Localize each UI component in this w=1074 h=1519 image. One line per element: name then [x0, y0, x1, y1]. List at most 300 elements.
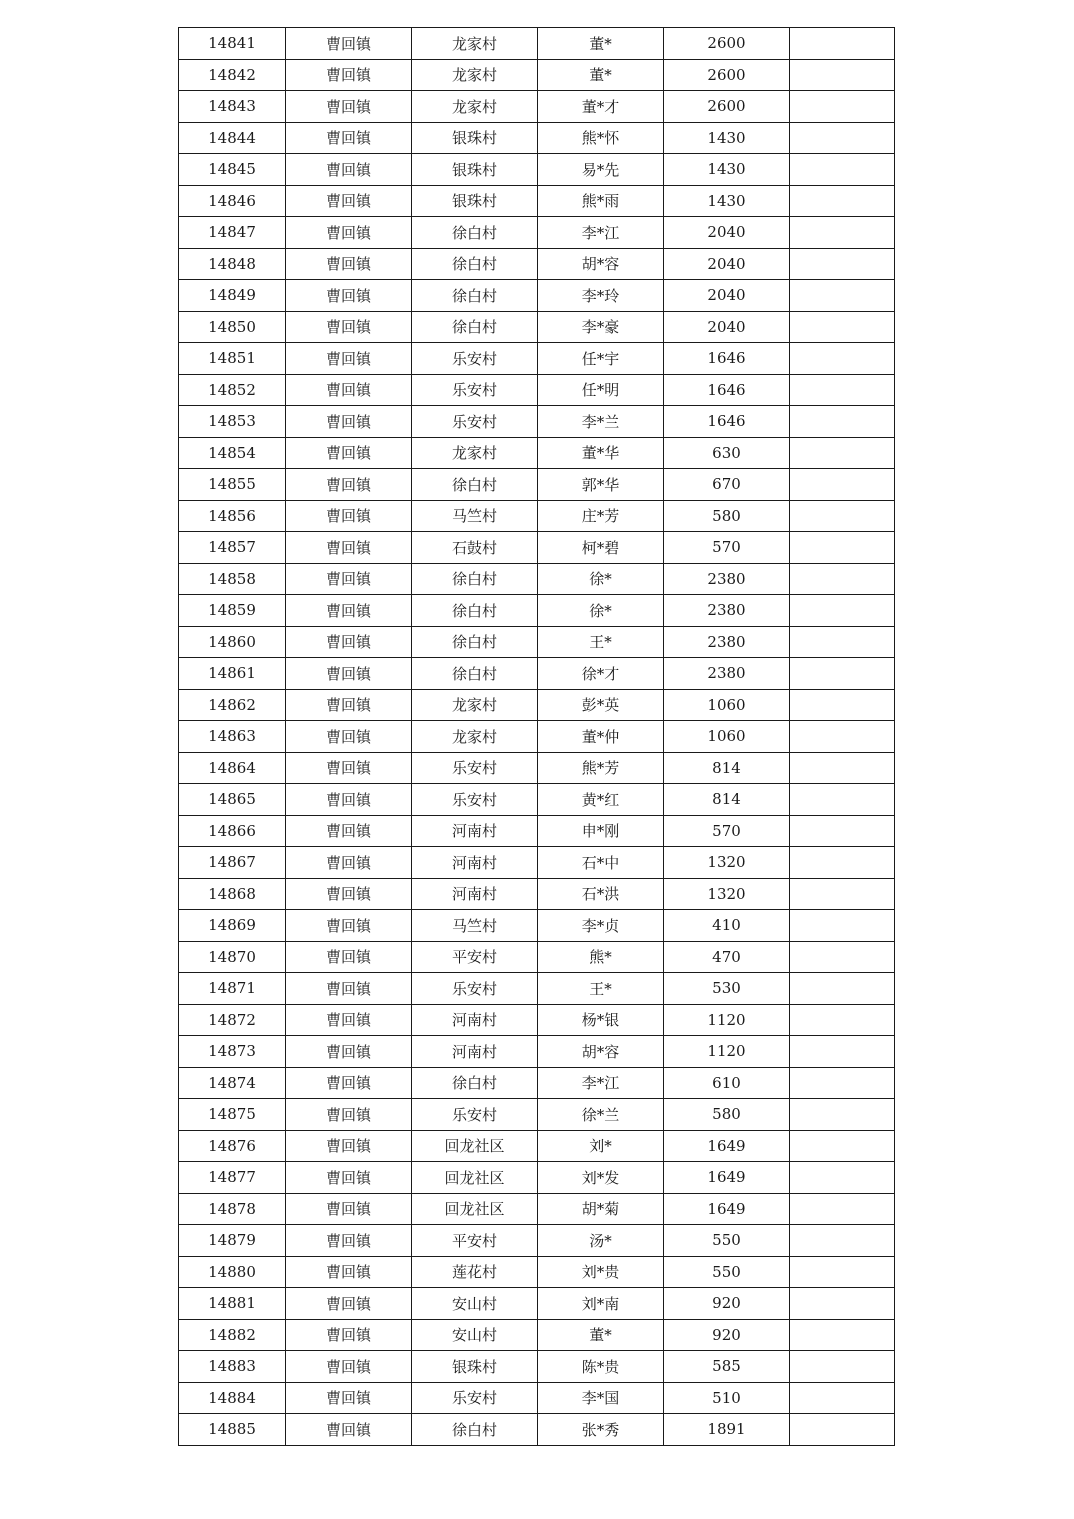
- cell-village: 徐白村: [412, 248, 538, 280]
- cell-name: 熊*芳: [538, 752, 664, 784]
- cell-name: 郭*华: [538, 469, 664, 501]
- cell-serial-number: 14867: [179, 847, 286, 879]
- cell-note: [790, 1130, 895, 1162]
- cell-note: [790, 406, 895, 438]
- cell-village: 乐安村: [412, 343, 538, 375]
- cell-name: 黄*红: [538, 784, 664, 816]
- cell-village: 徐白村: [412, 1067, 538, 1099]
- cell-amount: 580: [664, 500, 790, 532]
- cell-village: 龙家村: [412, 437, 538, 469]
- table-row: [179, 1036, 895, 1068]
- cell-town: 曹回镇: [286, 374, 412, 406]
- cell-town: 曹回镇: [286, 658, 412, 690]
- cell-name: 胡*容: [538, 1036, 664, 1068]
- cell-village: 回龙社区: [412, 1162, 538, 1194]
- cell-amount: 2600: [664, 59, 790, 91]
- cell-village: 平安村: [412, 1225, 538, 1257]
- cell-serial-number: 14850: [179, 311, 286, 343]
- cell-name: 李*玲: [538, 280, 664, 312]
- table-row: [179, 595, 895, 627]
- cell-town: 曹回镇: [286, 280, 412, 312]
- cell-village: 徐白村: [412, 217, 538, 249]
- cell-name: 石*中: [538, 847, 664, 879]
- cell-town: 曹回镇: [286, 689, 412, 721]
- cell-town: 曹回镇: [286, 1256, 412, 1288]
- cell-note: [790, 280, 895, 312]
- cell-note: [790, 1036, 895, 1068]
- cell-town: 曹回镇: [286, 847, 412, 879]
- cell-village: 乐安村: [412, 1099, 538, 1131]
- cell-note: [790, 500, 895, 532]
- cell-village: 银珠村: [412, 154, 538, 186]
- cell-note: [790, 752, 895, 784]
- cell-name: 王*: [538, 626, 664, 658]
- cell-town: 曹回镇: [286, 248, 412, 280]
- cell-village: 安山村: [412, 1288, 538, 1320]
- cell-amount: 630: [664, 437, 790, 469]
- cell-name: 董*华: [538, 437, 664, 469]
- cell-village: 河南村: [412, 1004, 538, 1036]
- cell-serial-number: 14847: [179, 217, 286, 249]
- cell-amount: 2600: [664, 28, 790, 60]
- table-row: [179, 973, 895, 1005]
- cell-amount: 570: [664, 532, 790, 564]
- cell-serial-number: 14872: [179, 1004, 286, 1036]
- cell-village: 乐安村: [412, 784, 538, 816]
- table-row: [179, 1004, 895, 1036]
- cell-town: 曹回镇: [286, 1351, 412, 1383]
- cell-name: 申*刚: [538, 815, 664, 847]
- cell-name: 徐*: [538, 595, 664, 627]
- cell-amount: 2040: [664, 280, 790, 312]
- cell-note: [790, 217, 895, 249]
- cell-amount: 814: [664, 784, 790, 816]
- table-row: [179, 1256, 895, 1288]
- cell-amount: 1646: [664, 374, 790, 406]
- cell-amount: 1649: [664, 1130, 790, 1162]
- cell-serial-number: 14884: [179, 1382, 286, 1414]
- cell-note: [790, 847, 895, 879]
- cell-village: 龙家村: [412, 28, 538, 60]
- cell-note: [790, 1004, 895, 1036]
- table-row: [179, 122, 895, 154]
- table-row: [179, 815, 895, 847]
- cell-name: 董*: [538, 28, 664, 60]
- cell-town: 曹回镇: [286, 595, 412, 627]
- cell-name: 刘*南: [538, 1288, 664, 1320]
- cell-amount: 550: [664, 1225, 790, 1257]
- cell-town: 曹回镇: [286, 784, 412, 816]
- cell-note: [790, 595, 895, 627]
- table-row: [179, 721, 895, 753]
- cell-note: [790, 28, 895, 60]
- cell-serial-number: 14859: [179, 595, 286, 627]
- table-row: [179, 784, 895, 816]
- cell-amount: 2040: [664, 217, 790, 249]
- table-row: [179, 28, 895, 60]
- table-row: [179, 374, 895, 406]
- cell-town: 曹回镇: [286, 311, 412, 343]
- cell-note: [790, 122, 895, 154]
- cell-note: [790, 941, 895, 973]
- table-row: [179, 59, 895, 91]
- cell-serial-number: 14876: [179, 1130, 286, 1162]
- cell-name: 任*宇: [538, 343, 664, 375]
- cell-amount: 2040: [664, 248, 790, 280]
- table-row: [179, 752, 895, 784]
- cell-serial-number: 14843: [179, 91, 286, 123]
- cell-serial-number: 14870: [179, 941, 286, 973]
- table-row: [179, 406, 895, 438]
- cell-amount: 1060: [664, 721, 790, 753]
- cell-village: 河南村: [412, 815, 538, 847]
- cell-amount: 1320: [664, 878, 790, 910]
- cell-note: [790, 343, 895, 375]
- table-row: [179, 1162, 895, 1194]
- cell-town: 曹回镇: [286, 406, 412, 438]
- cell-note: [790, 1351, 895, 1383]
- cell-name: 熊*怀: [538, 122, 664, 154]
- cell-town: 曹回镇: [286, 469, 412, 501]
- cell-name: 徐*: [538, 563, 664, 595]
- cell-serial-number: 14874: [179, 1067, 286, 1099]
- cell-name: 董*仲: [538, 721, 664, 753]
- cell-village: 马竺村: [412, 500, 538, 532]
- cell-town: 曹回镇: [286, 1193, 412, 1225]
- cell-amount: 1891: [664, 1414, 790, 1446]
- cell-serial-number: 14848: [179, 248, 286, 280]
- cell-note: [790, 437, 895, 469]
- cell-town: 曹回镇: [286, 563, 412, 595]
- cell-note: [790, 532, 895, 564]
- cell-serial-number: 14877: [179, 1162, 286, 1194]
- cell-village: 龙家村: [412, 91, 538, 123]
- table-row: [179, 1414, 895, 1446]
- cell-village: 回龙社区: [412, 1130, 538, 1162]
- cell-note: [790, 689, 895, 721]
- cell-amount: 920: [664, 1288, 790, 1320]
- cell-note: [790, 1414, 895, 1446]
- cell-town: 曹回镇: [286, 185, 412, 217]
- cell-amount: 1430: [664, 185, 790, 217]
- cell-amount: 470: [664, 941, 790, 973]
- cell-name: 李*国: [538, 1382, 664, 1414]
- cell-serial-number: 14883: [179, 1351, 286, 1383]
- table-row: [179, 658, 895, 690]
- data-table: [178, 27, 895, 1446]
- cell-note: [790, 1256, 895, 1288]
- cell-name: 庄*芳: [538, 500, 664, 532]
- cell-amount: 2380: [664, 595, 790, 627]
- table-row: [179, 689, 895, 721]
- cell-note: [790, 721, 895, 753]
- cell-serial-number: 14849: [179, 280, 286, 312]
- cell-town: 曹回镇: [286, 1162, 412, 1194]
- table-row: [179, 1382, 895, 1414]
- cell-note: [790, 1319, 895, 1351]
- table-row: [179, 847, 895, 879]
- cell-name: 彭*英: [538, 689, 664, 721]
- cell-town: 曹回镇: [286, 532, 412, 564]
- cell-note: [790, 1288, 895, 1320]
- cell-village: 徐白村: [412, 595, 538, 627]
- cell-name: 李*江: [538, 217, 664, 249]
- cell-village: 石鼓村: [412, 532, 538, 564]
- cell-name: 熊*雨: [538, 185, 664, 217]
- cell-serial-number: 14881: [179, 1288, 286, 1320]
- cell-town: 曹回镇: [286, 59, 412, 91]
- cell-serial-number: 14857: [179, 532, 286, 564]
- cell-town: 曹回镇: [286, 626, 412, 658]
- cell-name: 刘*: [538, 1130, 664, 1162]
- cell-note: [790, 910, 895, 942]
- cell-serial-number: 14853: [179, 406, 286, 438]
- cell-town: 曹回镇: [286, 1036, 412, 1068]
- cell-town: 曹回镇: [286, 28, 412, 60]
- cell-serial-number: 14841: [179, 28, 286, 60]
- cell-name: 李*豪: [538, 311, 664, 343]
- cell-serial-number: 14851: [179, 343, 286, 375]
- cell-amount: 920: [664, 1319, 790, 1351]
- cell-name: 徐*兰: [538, 1099, 664, 1131]
- cell-village: 徐白村: [412, 626, 538, 658]
- cell-village: 徐白村: [412, 469, 538, 501]
- cell-amount: 1430: [664, 154, 790, 186]
- cell-serial-number: 14864: [179, 752, 286, 784]
- cell-serial-number: 14863: [179, 721, 286, 753]
- cell-amount: 2380: [664, 658, 790, 690]
- cell-village: 河南村: [412, 878, 538, 910]
- cell-town: 曹回镇: [286, 154, 412, 186]
- cell-name: 胡*菊: [538, 1193, 664, 1225]
- cell-village: 徐白村: [412, 311, 538, 343]
- table-row: [179, 1351, 895, 1383]
- table-row: [179, 1099, 895, 1131]
- cell-name: 王*: [538, 973, 664, 1005]
- cell-town: 曹回镇: [286, 1099, 412, 1131]
- cell-amount: 530: [664, 973, 790, 1005]
- cell-note: [790, 784, 895, 816]
- cell-note: [790, 626, 895, 658]
- cell-village: 安山村: [412, 1319, 538, 1351]
- cell-note: [790, 563, 895, 595]
- table-row: [179, 626, 895, 658]
- cell-village: 乐安村: [412, 374, 538, 406]
- cell-serial-number: 14852: [179, 374, 286, 406]
- cell-name: 刘*贵: [538, 1256, 664, 1288]
- cell-note: [790, 1225, 895, 1257]
- cell-village: 银珠村: [412, 185, 538, 217]
- cell-village: 银珠村: [412, 122, 538, 154]
- cell-note: [790, 59, 895, 91]
- cell-town: 曹回镇: [286, 1004, 412, 1036]
- cell-name: 董*: [538, 59, 664, 91]
- cell-serial-number: 14860: [179, 626, 286, 658]
- table-row: [179, 910, 895, 942]
- cell-note: [790, 154, 895, 186]
- cell-town: 曹回镇: [286, 1414, 412, 1446]
- table-row: [179, 311, 895, 343]
- cell-amount: 550: [664, 1256, 790, 1288]
- cell-village: 乐安村: [412, 752, 538, 784]
- cell-town: 曹回镇: [286, 878, 412, 910]
- table-row: [179, 1319, 895, 1351]
- cell-town: 曹回镇: [286, 973, 412, 1005]
- cell-name: 熊*: [538, 941, 664, 973]
- cell-amount: 1120: [664, 1004, 790, 1036]
- cell-amount: 1649: [664, 1193, 790, 1225]
- table-row: [179, 248, 895, 280]
- cell-village: 河南村: [412, 1036, 538, 1068]
- cell-town: 曹回镇: [286, 1067, 412, 1099]
- cell-note: [790, 1067, 895, 1099]
- cell-name: 易*先: [538, 154, 664, 186]
- cell-amount: 2600: [664, 91, 790, 123]
- cell-note: [790, 878, 895, 910]
- cell-amount: 610: [664, 1067, 790, 1099]
- table-row: [179, 91, 895, 123]
- cell-serial-number: 14880: [179, 1256, 286, 1288]
- cell-town: 曹回镇: [286, 752, 412, 784]
- cell-name: 杨*银: [538, 1004, 664, 1036]
- cell-serial-number: 14858: [179, 563, 286, 595]
- cell-note: [790, 469, 895, 501]
- table-row: [179, 469, 895, 501]
- data-table-container: [178, 27, 894, 1446]
- cell-town: 曹回镇: [286, 1382, 412, 1414]
- cell-amount: 1320: [664, 847, 790, 879]
- cell-village: 平安村: [412, 941, 538, 973]
- cell-note: [790, 91, 895, 123]
- cell-village: 莲花村: [412, 1256, 538, 1288]
- cell-town: 曹回镇: [286, 500, 412, 532]
- cell-village: 乐安村: [412, 1382, 538, 1414]
- cell-town: 曹回镇: [286, 721, 412, 753]
- cell-village: 银珠村: [412, 1351, 538, 1383]
- cell-name: 柯*碧: [538, 532, 664, 564]
- cell-serial-number: 14846: [179, 185, 286, 217]
- cell-name: 刘*发: [538, 1162, 664, 1194]
- cell-serial-number: 14869: [179, 910, 286, 942]
- cell-serial-number: 14855: [179, 469, 286, 501]
- cell-serial-number: 14854: [179, 437, 286, 469]
- cell-village: 河南村: [412, 847, 538, 879]
- cell-name: 李*兰: [538, 406, 664, 438]
- table-row: [179, 563, 895, 595]
- table-row: [179, 500, 895, 532]
- cell-town: 曹回镇: [286, 1319, 412, 1351]
- cell-serial-number: 14862: [179, 689, 286, 721]
- cell-amount: 585: [664, 1351, 790, 1383]
- cell-note: [790, 248, 895, 280]
- cell-town: 曹回镇: [286, 941, 412, 973]
- cell-note: [790, 311, 895, 343]
- cell-note: [790, 1382, 895, 1414]
- cell-amount: 1430: [664, 122, 790, 154]
- cell-town: 曹回镇: [286, 815, 412, 847]
- cell-amount: 2380: [664, 563, 790, 595]
- table-row: [179, 532, 895, 564]
- table-row: [179, 343, 895, 375]
- table-row: [179, 437, 895, 469]
- table-body: [179, 28, 895, 1446]
- table-row: [179, 1225, 895, 1257]
- cell-village: 徐白村: [412, 1414, 538, 1446]
- table-row: [179, 941, 895, 973]
- cell-name: 石*洪: [538, 878, 664, 910]
- cell-amount: 1646: [664, 343, 790, 375]
- cell-name: 任*明: [538, 374, 664, 406]
- cell-village: 徐白村: [412, 658, 538, 690]
- table-row: [179, 154, 895, 186]
- cell-town: 曹回镇: [286, 1225, 412, 1257]
- cell-village: 马竺村: [412, 910, 538, 942]
- cell-serial-number: 14866: [179, 815, 286, 847]
- cell-note: [790, 185, 895, 217]
- cell-town: 曹回镇: [286, 122, 412, 154]
- cell-name: 汤*: [538, 1225, 664, 1257]
- cell-amount: 410: [664, 910, 790, 942]
- cell-note: [790, 815, 895, 847]
- cell-name: 陈*贵: [538, 1351, 664, 1383]
- cell-serial-number: 14842: [179, 59, 286, 91]
- cell-village: 龙家村: [412, 59, 538, 91]
- cell-note: [790, 658, 895, 690]
- cell-name: 李*贞: [538, 910, 664, 942]
- cell-serial-number: 14865: [179, 784, 286, 816]
- cell-village: 龙家村: [412, 721, 538, 753]
- cell-serial-number: 14871: [179, 973, 286, 1005]
- cell-serial-number: 14844: [179, 122, 286, 154]
- cell-amount: 510: [664, 1382, 790, 1414]
- cell-amount: 1646: [664, 406, 790, 438]
- cell-serial-number: 14882: [179, 1319, 286, 1351]
- cell-name: 胡*容: [538, 248, 664, 280]
- cell-serial-number: 14885: [179, 1414, 286, 1446]
- table-row: [179, 1067, 895, 1099]
- cell-serial-number: 14868: [179, 878, 286, 910]
- cell-town: 曹回镇: [286, 217, 412, 249]
- cell-town: 曹回镇: [286, 1288, 412, 1320]
- cell-amount: 1120: [664, 1036, 790, 1068]
- cell-name: 李*江: [538, 1067, 664, 1099]
- cell-name: 董*才: [538, 91, 664, 123]
- cell-village: 徐白村: [412, 563, 538, 595]
- cell-serial-number: 14873: [179, 1036, 286, 1068]
- cell-note: [790, 374, 895, 406]
- table-row: [179, 280, 895, 312]
- cell-amount: 1060: [664, 689, 790, 721]
- table-row: [179, 1130, 895, 1162]
- cell-town: 曹回镇: [286, 1130, 412, 1162]
- cell-serial-number: 14879: [179, 1225, 286, 1257]
- cell-village: 回龙社区: [412, 1193, 538, 1225]
- cell-town: 曹回镇: [286, 343, 412, 375]
- cell-serial-number: 14878: [179, 1193, 286, 1225]
- cell-village: 徐白村: [412, 280, 538, 312]
- cell-amount: 2380: [664, 626, 790, 658]
- cell-amount: 580: [664, 1099, 790, 1131]
- cell-amount: 670: [664, 469, 790, 501]
- table-row: [179, 1288, 895, 1320]
- cell-note: [790, 973, 895, 1005]
- cell-serial-number: 14845: [179, 154, 286, 186]
- cell-amount: 814: [664, 752, 790, 784]
- cell-village: 乐安村: [412, 973, 538, 1005]
- cell-village: 龙家村: [412, 689, 538, 721]
- cell-serial-number: 14856: [179, 500, 286, 532]
- table-row: [179, 878, 895, 910]
